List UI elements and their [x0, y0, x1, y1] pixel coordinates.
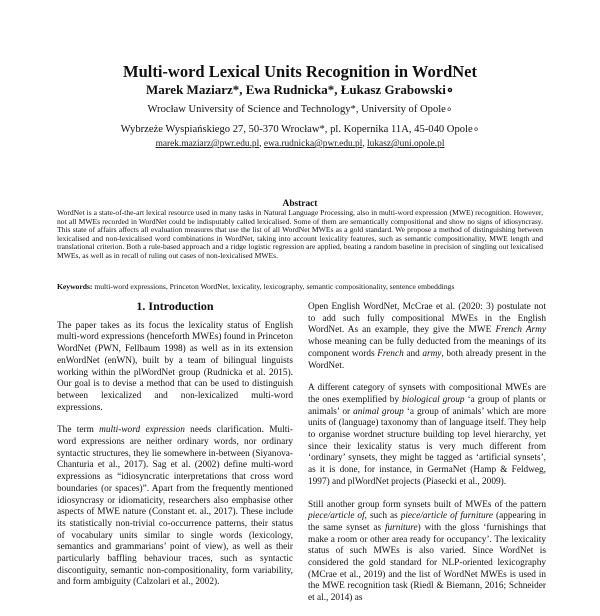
term-italic: piece/article of	[308, 511, 365, 522]
term-italic: army	[422, 348, 442, 359]
paper-title: Multi-word Lexical Units Recognition in WordNet	[123, 62, 477, 81]
text-run: A different category of synsets with compositional MWEs are the ones exemplified by	[308, 383, 546, 405]
term-italic: biological group	[401, 394, 465, 405]
affiliation-addresses: Wybrzeże Wyspiańskiego 27, 50-370 Wrocław*, pl. Kopernika 11A, 45-040 Opole∘	[120, 124, 480, 135]
keywords-line	[57, 282, 547, 291]
paragraph	[308, 383, 546, 488]
section-heading-introduction: 1. Introduction	[136, 299, 214, 313]
author-emails	[0, 139, 600, 149]
email-separator: ,	[362, 139, 368, 149]
term-italic: French Army	[495, 325, 547, 336]
affiliation-institutions: Wrocław University of Science and Technology*, University of Opole∘	[147, 104, 453, 115]
text-run: whose meaning can be fully deducted from the meanings of its component words	[308, 337, 546, 359]
text-run: ) with the gloss ‘furnishings that make a room or other area ready for occupancy’. The lexicality status of such MWEs is also varied. Since WordNet is considered the gold standard for NLP-oriented lexicography (MCrae et al., 2019) and the list of WordNet MWEs is used in the MWE recognition task (Riedl & Biemann, 2016; Schneider et al., 2014) as	[308, 522, 547, 604]
right-column	[308, 302, 546, 616]
email-link-rudnicka[interactable]: ewa.rudnicka@pwr.edu.pl	[263, 139, 363, 149]
paragraph	[308, 500, 546, 605]
text-run: Open English WordNet, McCrae et al. (2020: 3) postulate not to add such fully compositional MWEs in the English WordNet. As an example, they give the MWE	[308, 302, 546, 336]
email-link-maziarz[interactable]: marek.maziarz@pwr.edu.pl	[155, 139, 260, 149]
term-italic: French	[377, 348, 404, 359]
term-italic: furniture	[384, 522, 418, 533]
text-run: and	[403, 348, 423, 359]
abstract-heading: Abstract	[282, 199, 318, 209]
left-column	[57, 301, 293, 600]
term-italic: piece/article of furniture	[400, 511, 494, 522]
term-italic: multi-word expression	[99, 425, 185, 436]
paragraph	[57, 425, 293, 589]
abstract-text: WordNet is a state-of-the-art lexical resource used in many tasks in Natural Language Processing, also in multi-word expression (MWE) recognition. However, not all MWEs recorded in WordNet could be indisputably called lexicalised. Some of them are semantically compositional and show no signs of idiosyncrasy. This state of affairs affects all evaluation measures that use the list of all WordNet MWEs as a gold standard. We propose a method of distinguishing between lexicalised and non-lexicalised word combinations in WordNet, taking into account lexicality features, such as semantic compositionality, MWE length and translational criterion. Both a rule-based approach and a ridge logistic regression are applied, beating a random baseline in precision of singling out lexicalised MWEs, as well as in recall of ruling out cases of non-lexicalised MWEs.	[57, 208, 543, 260]
keywords-list: multi-word expressions, Princeton WordNet, lexicality, lexicography, semantic compositionality, sentence embeddings	[92, 282, 455, 291]
text-run: ‘a group of plants or animals’ or	[308, 394, 546, 417]
email-separator: ,	[259, 139, 264, 149]
text-run: ‘a group of animals’ which are more units of (language) taxonomy than of language itself. They help to organise wordnet structure building top level hierarchy, yet since their lexicality status is very much different from ‘ordinary’ synsets, they might be tagged as ‘artificial synsets’, as it is done, for instance, in GermaNet (Hamp & Feldweg, 1997) and plWordNet projects (Piasecki et al., 2009).	[308, 406, 546, 487]
text-run: needs clarification. Multi-word expressions are neither ordinary words, nor ordinary syntactic structures, they lie somewhere in-between (Siyanova-Chanturia et al., 2017). Sag et al. (2002) define multi-word expressions as “idiosyncratic interpretations that cross word boundaries (or spaces)”. Apart from the frequently mentioned idiosyncrasy or idiomaticity, researchers also emphasise other aspects of MWE nature (Constant et. al., 2017). These include its statistically non-trivial co-occurrence patterns, their status of vocabulary units similar to single words (lexicology, semantics and grammarians’ point of view), as well as their particularly baffling behaviour traces, such as syntactic discontiguity, semantic non-compositionality, form variability, and form ambiguity (Calzolari et al., 2002).	[57, 425, 293, 588]
term-italic: animal group	[353, 406, 404, 417]
keywords-label: Keywords:	[57, 282, 93, 291]
text-run: , such as	[364, 511, 401, 522]
email-link-grabowski[interactable]: lukasz@uni.opole.pl	[367, 139, 445, 149]
text-run: The term	[57, 425, 100, 436]
text-run: , both already present in the WordNet.	[308, 348, 547, 371]
text-run: Still another group form synsets built of MWEs of the pattern	[308, 499, 546, 510]
paper-authors: Marek Maziarz*, Ewa Rudnicka*, Łukasz Grabowski∘	[146, 82, 454, 97]
paragraph	[308, 302, 546, 372]
paragraph: The paper takes as its focus the lexicality status of English multi-word expressions (henceforth MWEs) found in Princeton WordNet (PWN, Fellbaum 1998) as well as in its extension enWordNet (enWN), built by a team of bilingual linguists working within the plWordNet group (Rudnicka et al. 2015). Our goal is to devise a method that can be used to distinguish between lexicalized and non-lexicalized multi-word expressions.	[57, 320, 293, 413]
text-run: (appearing in the same synset as	[308, 511, 546, 533]
